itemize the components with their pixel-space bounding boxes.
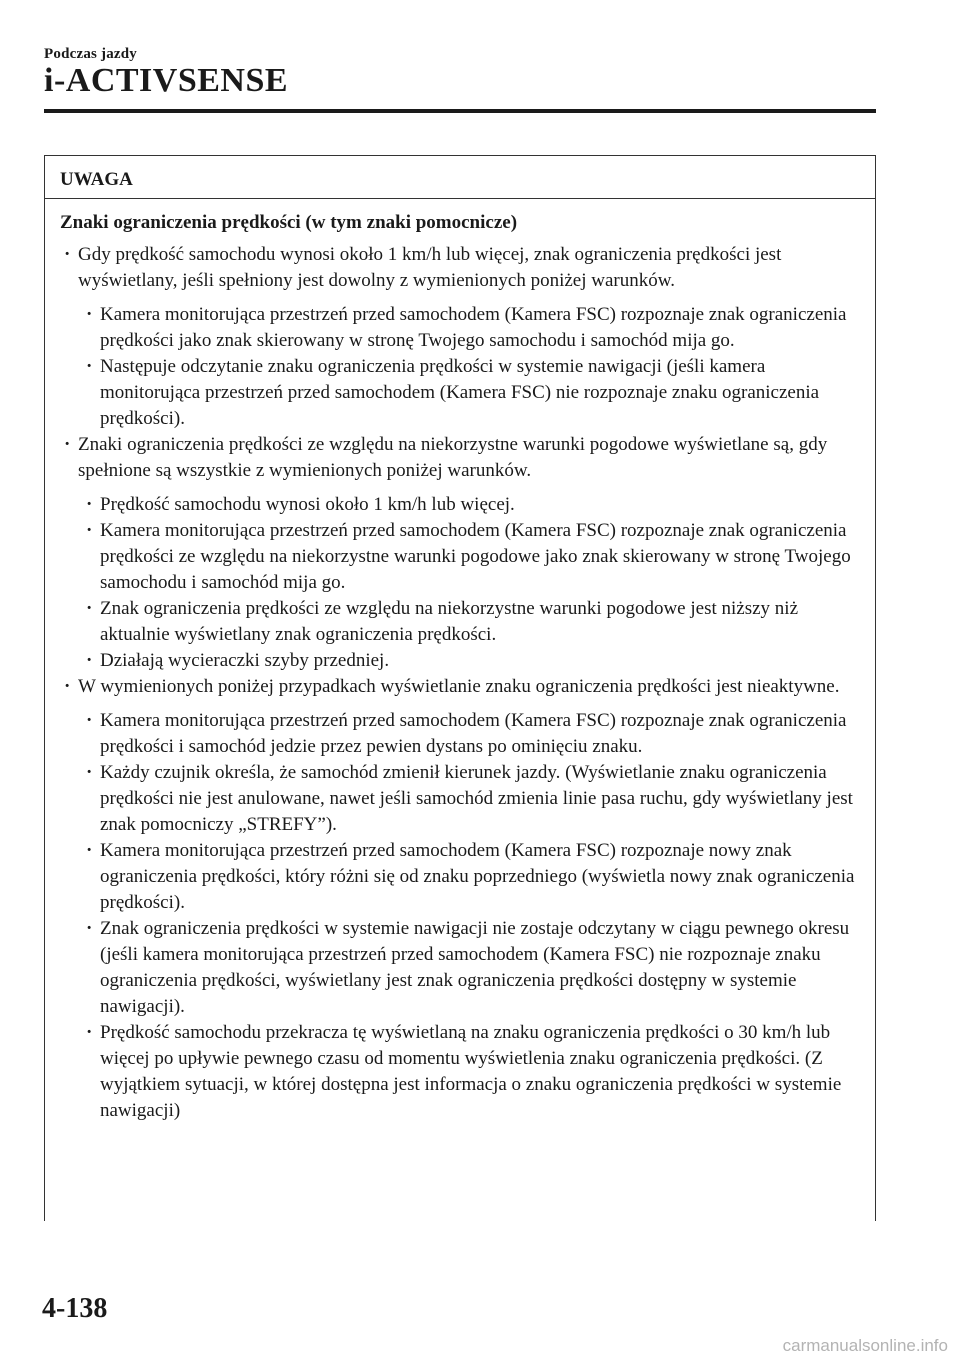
sub-bullet-item: · Prędkość samochodu przekracza tę wyświetlaną na znaku ograniczenia prędkości o 30 km/h lub więcej po upływie pewnego czasu od momentu wyświetlenia znaku ograniczenia prędkości. (Z wyjątkiem sytuacji, w której dostępna jest informacja o znaku ograniczenia prędkości w systemie nawigacji) — [60, 1020, 859, 1124]
page-number: 4-138 — [42, 1293, 108, 1324]
sub-bullet-item: · Znak ograniczenia prędkości ze względu na niekorzystne warunki pogodowe jest niższy niż aktualnie wyświetlany znak ograniczenia prędkości. — [60, 596, 859, 648]
sub-bullet-item: · Prędkość samochodu wynosi około 1 km/h lub więcej. — [60, 492, 859, 518]
bullet-item: · W wymienionych poniżej przypadkach wyświetlanie znaku ograniczenia prędkości jest nieaktywne. — [60, 674, 859, 700]
sub-bullet-item: · Znak ograniczenia prędkości w systemie nawigacji nie zostaje odczytany w ciągu pewnego okresu (jeśli kamera monitorująca przestrzeń przed samochodem (Kamera FSC) nie rozpoznaje znaku ograniczenia prędkości, wyświetlany jest znak ograniczenia prędkości dostępny w systemie nawigacji). — [60, 916, 859, 1020]
section-label: Podczas jazdy — [44, 46, 138, 62]
sub-bullet-item: · Kamera monitorująca przestrzeń przed samochodem (Kamera FSC) rozpoznaje nowy znak ograniczenia prędkości, który różni się od znaku poprzedniego (wyświetla nowy znak ograniczenia prędkości). — [60, 838, 859, 916]
bullet-item: · Gdy prędkość samochodu wynosi około 1 km/h lub więcej, znak ograniczenia prędkości jest wyświetlany, jeśli spełniony jest dowolny z wymienionych poniżej warunków. — [60, 242, 859, 294]
sub-bullet-item: · Działają wycieraczki szyby przedniej. — [60, 648, 859, 674]
watermark: carmanualsonline.info — [782, 1336, 948, 1355]
sub-bullet-item: · Każdy czujnik określa, że samochód zmienił kierunek jazdy. (Wyświetlanie znaku ograniczenia prędkości nie jest anulowane, nawet jeśli samochód zmienia linie pasa ruchu, gdy wyświetlany jest znak pomocniczy „STREFY”). — [60, 760, 859, 838]
note-subheading: Znaki ograniczenia prędkości (w tym znaki pomocnicze) — [60, 212, 518, 233]
sub-bullet-item: · Następuje odczytanie znaku ograniczenia prędkości w systemie nawigacji (jeśli kamera monitorująca przestrzeń przed samochodem (Kamera FSC) nie rozpoznaje znaku ograniczenia prędkości). — [60, 354, 859, 432]
sub-bullet-item: · Kamera monitorująca przestrzeń przed samochodem (Kamera FSC) rozpoznaje znak ograniczenia prędkości jako znak skierowany w stronę Twojego samochodu i samochód mija go. — [60, 302, 859, 354]
sub-bullet-item: · Kamera monitorująca przestrzeń przed samochodem (Kamera FSC) rozpoznaje znak ograniczenia prędkości ze względu na niekorzystne warunki pogodowe jako znak skierowany w stronę Twojego samochodu i samochód mija go. — [60, 518, 859, 596]
header-rule — [44, 109, 876, 113]
bullet-item: · Znaki ograniczenia prędkości ze względu na niekorzystne warunki pogodowe wyświetlane są, gdy spełnione są wszystkie z wymienionych poniżej warunków. — [60, 432, 859, 484]
caution-body — [45, 199, 875, 1124]
caution-label: UWAGA — [45, 156, 875, 199]
sub-bullet-item: · Kamera monitorująca przestrzeń przed samochodem (Kamera FSC) rozpoznaje znak ograniczenia prędkości i samochód jedzie przez pewien dystans po ominięciu znaku. — [60, 708, 859, 760]
chapter-title: i-ACTIVSENSE — [44, 62, 289, 99]
caution-box — [44, 155, 876, 1221]
